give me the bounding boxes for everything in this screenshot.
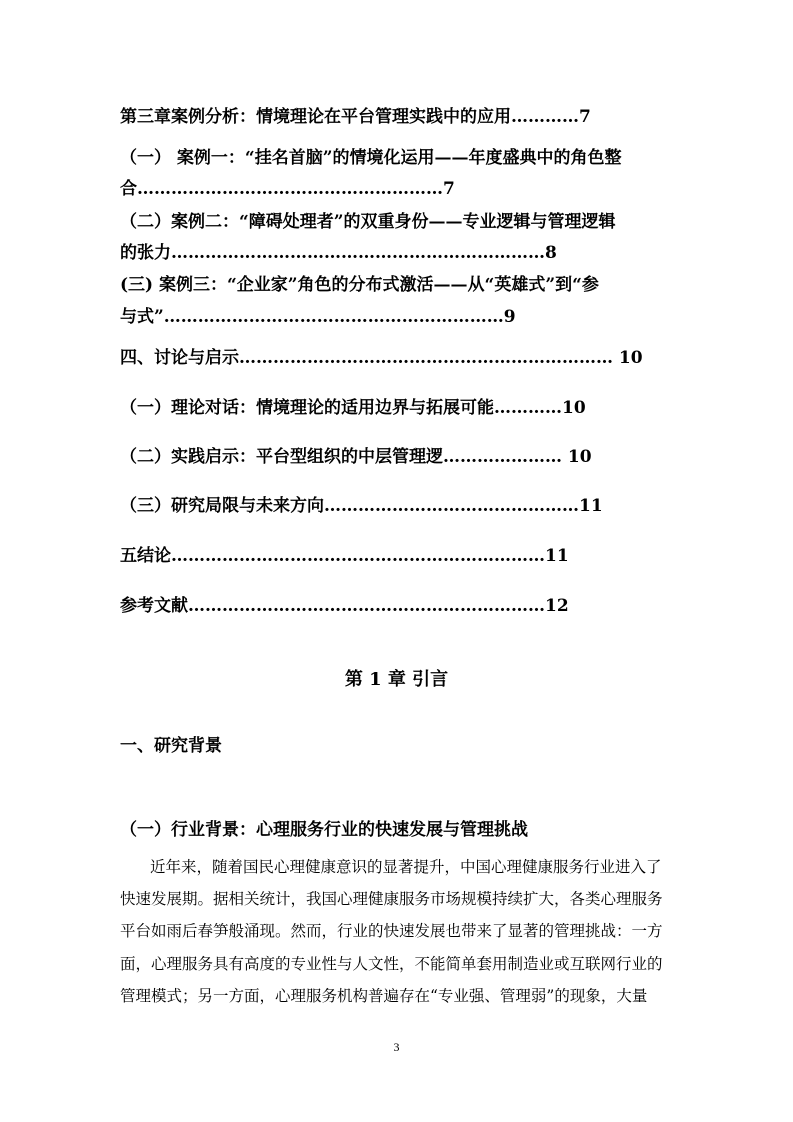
paragraph-line: 管理模式；另一方面，心理服务机构普遍存在“专业强、管理弱”的现象，大量 <box>120 987 648 1005</box>
toc-entry-chapter-3: 第三章案例分析：情境理论在平台管理实践中的应用…………7 <box>120 107 591 127</box>
toc-entry-case-2: （二）案例二：“障碍处理者”的双重身份——专业逻辑与管理逻辑 <box>120 212 616 232</box>
toc-entry-chapter-4: 四、讨论与启示………………………………………………………… 10 <box>120 348 643 368</box>
paragraph-line: 面，心理服务具有高度的专业性与人文性，不能简单套用制造业或互联网行业的 <box>120 955 663 973</box>
toc-entry-chapter-5: 五结论…………………………………………………………11 <box>120 546 569 566</box>
paragraph-line: 快速发展期。据相关统计，我国心理健康服务市场规模持续扩大，各类心理服务 <box>120 890 663 908</box>
toc-entry-case-1: （一） 案例一：“挂名首脑”的情境化运用——年度盛典中的角色整 <box>120 148 622 168</box>
subsection-heading-industry: （一）行业背景：心理服务行业的快速发展与管理挑战 <box>120 820 528 840</box>
toc-entry-4-1: （一）理论对话：情境理论的适用边界与拓展可能…………10 <box>120 398 586 418</box>
paragraph-line: 平台如雨后春笋般涌现。然而，行业的快速发展也带来了显著的管理挑战：一方 <box>120 922 663 940</box>
paragraph-line: 近年来，随着国民心理健康意识的显著提升，中国心理健康服务行业进入了 <box>150 858 662 876</box>
toc-entry-references: 参考文献………………………………………………………12 <box>120 596 569 616</box>
page-number: 3 <box>393 1040 400 1054</box>
section-heading-background: 一、研究背景 <box>120 736 222 756</box>
toc-entry-4-3: （三）研究局限与未来方向………………………………………11 <box>120 496 603 516</box>
toc-entry-case-3-cont: 与式”……………………………………………………9 <box>120 307 516 327</box>
chapter-title: 第 1 章 引言 <box>344 669 449 690</box>
toc-entry-case-3: (三) 案例三：“企业家”角色的分布式激活——从“英雄式”到“参 <box>120 275 599 295</box>
toc-entry-case-2-cont: 的张力…………………………………………………………8 <box>120 243 557 263</box>
toc-entry-case-1-cont: 合………………………………………………7 <box>120 179 455 199</box>
toc-entry-4-2: （二）实践启示：平台型组织的中层管理逻………………… 10 <box>120 447 592 467</box>
